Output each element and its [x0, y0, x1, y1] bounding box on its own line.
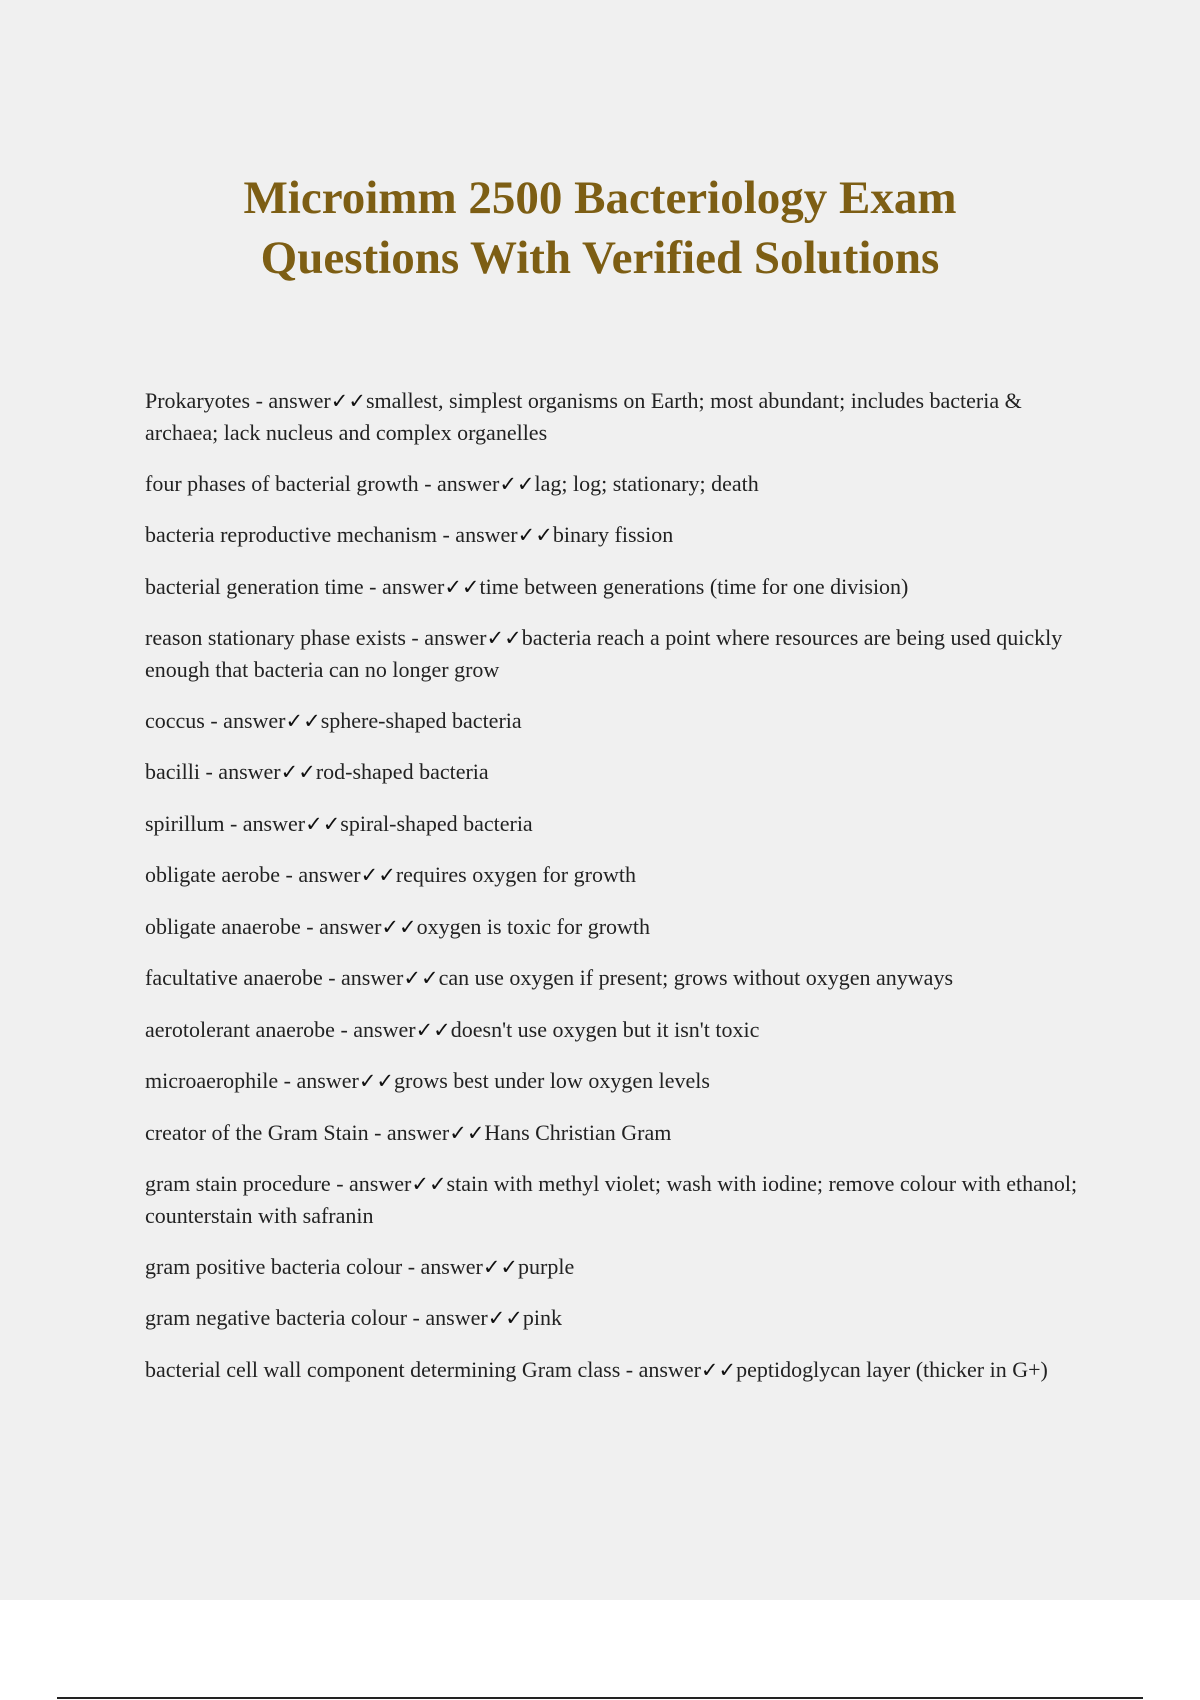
document-title — [0, 168, 1200, 288]
qa-item — [145, 962, 1095, 994]
answer-separator: - answer — [402, 1253, 483, 1279]
qa-item — [145, 385, 1095, 448]
qa-answer: spiral-shaped bacteria — [340, 810, 533, 836]
qa-answer: grows best under low oxygen levels — [394, 1068, 710, 1093]
double-check-icon: ✓✓ — [444, 574, 480, 599]
double-check-icon: ✓✓ — [415, 1017, 451, 1042]
answer-separator: - answer — [407, 1305, 488, 1330]
title-line-2: Questions With Verified Solutions — [260, 232, 940, 284]
answer-separator: - answer — [620, 1356, 701, 1382]
qa-item — [145, 468, 1095, 500]
double-check-icon: ✓✓ — [482, 1254, 519, 1279]
answer-separator: - answer — [334, 1016, 416, 1042]
footer-divider — [57, 1697, 1143, 1699]
qa-item — [145, 1251, 1095, 1283]
qa-item — [145, 1014, 1095, 1046]
double-check-icon: ✓✓ — [700, 1357, 737, 1382]
answer-separator: - answer — [330, 1171, 412, 1196]
qa-term: gram positive bacteria colour — [145, 1253, 403, 1279]
answer-separator: - answer — [363, 573, 445, 599]
double-check-icon: ✓✓ — [285, 708, 321, 733]
qa-term: microaerophile — [145, 1068, 279, 1093]
qa-term: gram negative bacteria colour — [145, 1305, 408, 1330]
qa-answer: bacteria reach a point where resources are being used quickly enough that bacteria can no longer grow — [145, 625, 1063, 682]
qa-term: reason stationary phase exists — [145, 625, 406, 650]
qa-answer: purple — [518, 1253, 575, 1279]
qa-answer: pink — [522, 1305, 563, 1330]
answer-separator: - answer — [224, 810, 306, 836]
qa-term: coccus — [145, 707, 205, 733]
qa-answer: stain with methyl violet; wash with iodine; remove colour with ethanol; counterstain with safranin — [145, 1171, 1078, 1228]
qa-item — [145, 756, 1095, 788]
answer-separator: - answer — [418, 470, 500, 496]
qa-term: four phases of bacterial growth — [145, 470, 419, 496]
qa-answer: time between generations (time for one division) — [479, 573, 909, 599]
qa-item — [145, 622, 1095, 685]
double-check-icon: ✓✓ — [381, 914, 417, 939]
answer-separator: - answer — [204, 707, 286, 733]
qa-term: obligate anaerobe — [145, 913, 301, 939]
answer-separator: - answer — [280, 862, 361, 887]
qa-answer: can use oxygen if present; grows without oxygen anyways — [438, 965, 954, 990]
qa-item — [145, 911, 1095, 943]
double-check-icon: ✓✓ — [487, 1306, 523, 1330]
answer-separator: - answer — [405, 625, 487, 650]
qa-term: facultative anaerobe — [145, 965, 323, 990]
answer-separator: - answer — [300, 913, 382, 939]
qa-answer: doesn't use oxygen but it isn't toxic — [450, 1016, 760, 1042]
answer-separator: - answer — [199, 759, 281, 784]
qa-answer: sphere-shaped bacteria — [320, 707, 522, 733]
double-check-icon: ✓✓ — [486, 626, 522, 650]
qa-item — [145, 1354, 1095, 1386]
qa-answer: lag; log; stationary; death — [534, 470, 759, 496]
qa-item — [145, 519, 1095, 551]
qa-item — [145, 1065, 1095, 1097]
qa-item — [145, 1302, 1095, 1334]
qa-answer: peptidoglycan layer (thicker in G+) — [736, 1356, 1048, 1382]
qa-term: obligate aerobe — [145, 862, 280, 887]
qa-answer: requires oxygen for growth — [395, 862, 636, 887]
qa-answer: rod-shaped bacteria — [315, 759, 489, 784]
qa-answer: binary fission — [552, 522, 674, 547]
qa-term: aerotolerant anaerobe — [145, 1016, 335, 1042]
answer-separator: - answer — [278, 1068, 359, 1093]
qa-item — [145, 859, 1095, 891]
double-check-icon: ✓✓ — [517, 523, 553, 547]
double-check-icon: ✓✓ — [330, 389, 366, 413]
double-check-icon: ✓✓ — [358, 1069, 395, 1093]
qa-term: Prokaryotes — [145, 388, 251, 413]
qa-answer: Hans Christian Gram — [484, 1119, 672, 1145]
qa-term: bacteria reproductive mechanism — [145, 522, 437, 547]
answer-separator: - answer — [322, 965, 404, 990]
qa-item — [145, 705, 1095, 737]
question-answer-list — [145, 385, 1095, 1405]
qa-term: bacterial cell wall component determining Gram class — [145, 1356, 621, 1382]
double-check-icon: ✓✓ — [411, 1172, 447, 1196]
double-check-icon: ✓✓ — [360, 863, 396, 887]
double-check-icon: ✓✓ — [403, 966, 439, 990]
qa-answer: oxygen is toxic for growth — [416, 913, 651, 939]
qa-answer: smallest, simplest organisms on Earth; most abundant; includes bacteria & archaea; lack nucleus and complex organelles — [145, 388, 1022, 445]
qa-term: gram stain procedure — [145, 1171, 331, 1196]
qa-term: creator of the Gram Stain — [145, 1119, 369, 1145]
qa-item — [145, 808, 1095, 840]
qa-term: bacterial generation time — [145, 573, 364, 599]
qa-item — [145, 1168, 1095, 1231]
qa-term: bacilli — [145, 759, 200, 784]
qa-term: spirillum — [145, 810, 225, 836]
double-check-icon: ✓✓ — [449, 1120, 485, 1145]
double-check-icon: ✓✓ — [280, 760, 316, 784]
qa-item — [145, 571, 1095, 603]
answer-separator: - answer — [436, 522, 518, 547]
qa-item — [145, 1117, 1095, 1149]
answer-separator: - answer — [250, 388, 331, 413]
answer-separator: - answer — [368, 1119, 450, 1145]
double-check-icon: ✓✓ — [499, 471, 535, 496]
title-line-1: Microimm 2500 Bacteriology Exam — [243, 172, 957, 224]
double-check-icon: ✓✓ — [305, 811, 341, 836]
